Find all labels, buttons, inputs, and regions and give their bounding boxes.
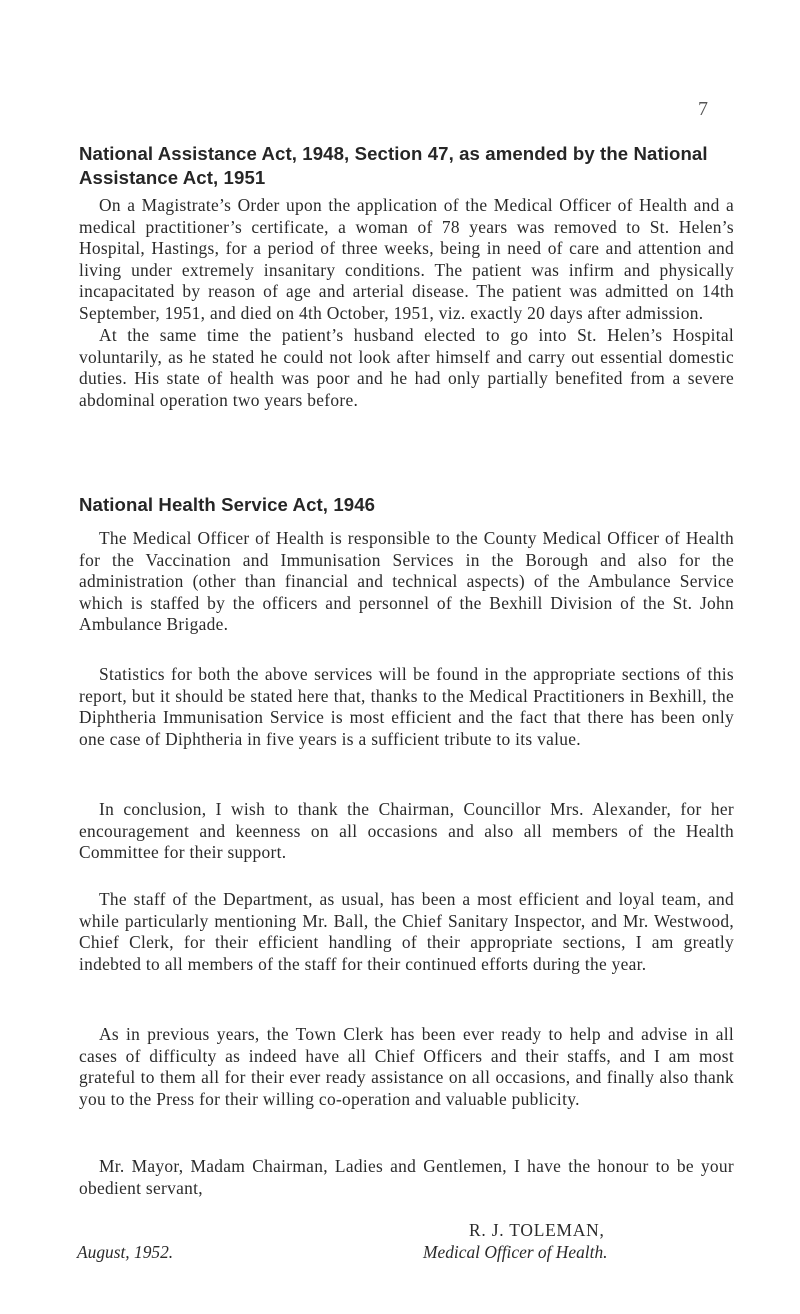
paragraph-block [79, 664, 734, 750]
paragraph: Statistics for both the above services will be found in the appropriate sections of this report, but it should be stated here that, thanks to the Medical Practitioners in Bexhill, the Diphtheria Immunisation Service is most efficient and the fact that there has been only one case of Diphtheria in five years is a sufficient tribute to its value. [79, 664, 734, 749]
signature-name: R. J. TOLEMAN, [469, 1220, 605, 1240]
section-national-health-service [79, 493, 734, 517]
paragraph: As in previous years, the Town Clerk has been ever ready to help and advise in all cases of difficulty as indeed have all Chief Officers and their staffs, and I am most grateful to them all for their ever ready assistance on all occasions, and finally also thank you to the Press for their willing co-operation and valuable publicity. [79, 1024, 734, 1109]
paragraph: The Medical Officer of Health is responsible to the County Medical Officer of Health for the Vaccination and Immunisation Services in the Borough and also for the administration (other than financial and technical aspects) of the Ambulance Service which is staffed by the officers and personnel of the Bexhill Division of the St. John Ambulance Brigade. [79, 528, 734, 635]
paragraph: In conclusion, I wish to thank the Chairman, Councillor Mrs. Alexander, for her encouragement and keenness on all occasions and also all members of the Health Committee for their support. [79, 799, 734, 863]
section-national-assistance-body [79, 195, 734, 325]
signature-date: August, 1952. [77, 1242, 174, 1262]
page-number: 7 [698, 98, 708, 120]
section-national-assistance [79, 142, 734, 190]
signature-title: Medical Officer of Health. [423, 1242, 608, 1262]
paragraph-block [79, 1024, 734, 1110]
paragraph-block [79, 528, 734, 636]
section-national-assistance-body-2 [79, 325, 734, 411]
section-heading: National Health Service Act, 1946 [79, 494, 376, 515]
paragraph: Mr. Mayor, Madam Chairman, Ladies and Gentlemen, I have the honour to be your obedient servant, [79, 1156, 734, 1198]
section-heading: National Assistance Act, 1948, Section 47, as amended by the National Assistance Act, 1951 [79, 143, 708, 188]
paragraph: On a Magistrate’s Order upon the application of the Medical Officer of Health and a medical practitioner’s certificate, a woman of 78 years was removed to St. Helen’s Hospital, Hastings, for a period of three weeks, being in need of care and attention and living under extremely insanitary conditions. The patient was infirm and physically incapacitated by reason of age and arterial disease. The patient was admitted on 14th September, 1951, and died on 4th October, 1951, viz. exactly 20 days after admission. [79, 195, 734, 323]
paragraph-block [79, 889, 734, 975]
paragraph-block [79, 799, 734, 864]
paragraph: At the same time the patient’s husband elected to go into St. Helen’s Hospital voluntarily, as he stated he could not look after himself and carry out essential domestic duties. His state of health was poor and he had only partially benefited from a severe abdominal operation two years before. [79, 325, 734, 410]
paragraph-block [79, 1156, 734, 1199]
paragraph: The staff of the Department, as usual, has been a most efficient and loyal team, and while particularly mentioning Mr. Ball, the Chief Sanitary Inspector, and Mr. Westwood, Chief Clerk, for their efficient handling of their appropriate sections, I am greatly indebted to all members of the staff for their continued efforts during the year. [79, 889, 734, 974]
